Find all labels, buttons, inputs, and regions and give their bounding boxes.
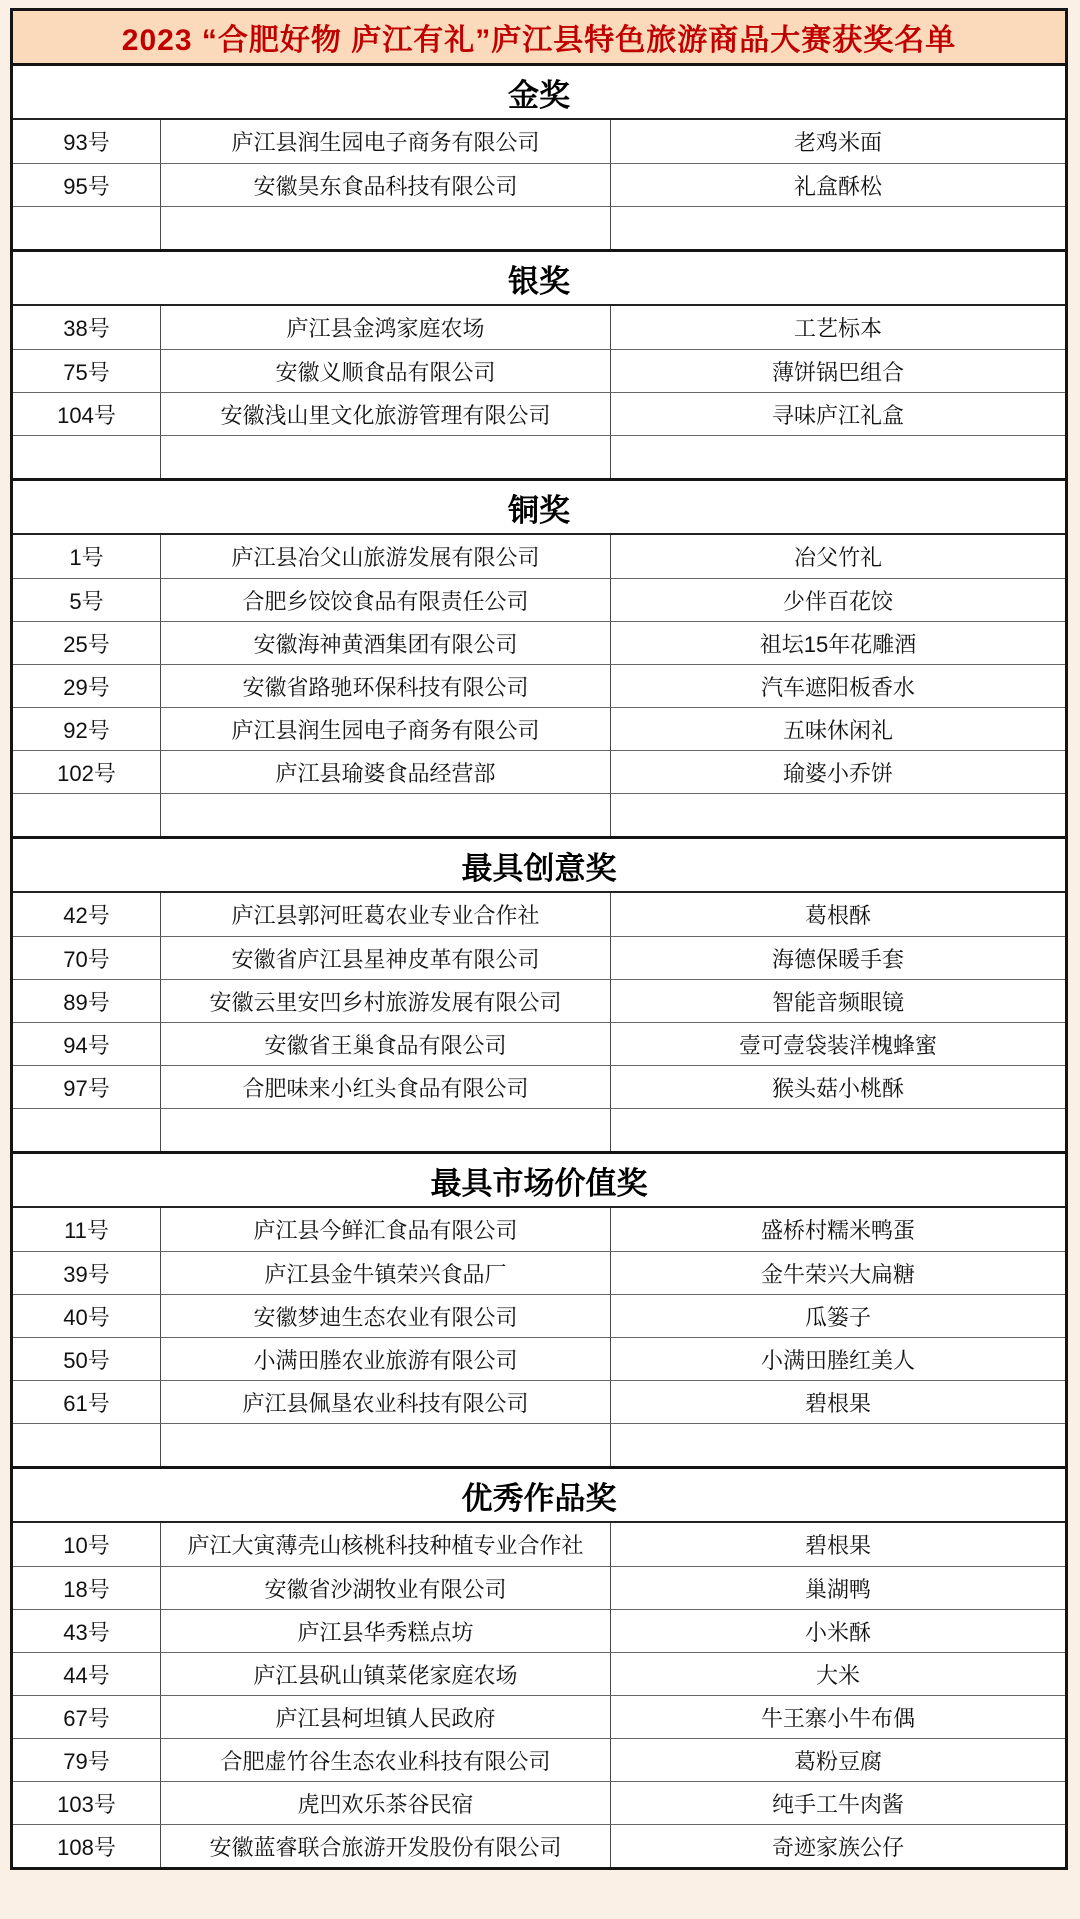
- company-cell: 合肥虚竹谷生态农业科技有限公司: [160, 1739, 610, 1781]
- company-cell: 合肥味来小红头食品有限公司: [160, 1066, 610, 1108]
- section-title: 最具市场价值奖: [430, 1165, 648, 1201]
- table-row: [13, 1337, 1065, 1380]
- company-cell: 庐江县华秀糕点坊: [160, 1610, 610, 1652]
- entry-number-cell: 97号: [63, 1075, 110, 1101]
- section-header: [13, 1469, 1065, 1523]
- award-section: [13, 478, 1065, 836]
- entry-number-cell: 50号: [63, 1347, 110, 1373]
- table-row: [13, 1781, 1065, 1824]
- company-cell: 庐江县佩垦农业科技有限公司: [160, 1381, 610, 1423]
- entry-number-cell: 79号: [63, 1748, 110, 1774]
- product-cell: 五味休闲礼: [610, 708, 1065, 750]
- product-cell: 小满田塍红美人: [610, 1338, 1065, 1380]
- company-cell: 安徽蓝睿联合旅游开发股份有限公司: [160, 1825, 610, 1867]
- product-cell: 盛桥村糯米鸭蛋: [610, 1208, 1065, 1251]
- company-cell: 庐江县瑜婆食品经营部: [160, 751, 610, 793]
- product-cell: [610, 1424, 1065, 1466]
- product-cell: 碧根果: [610, 1523, 1065, 1566]
- product-cell: 葛根酥: [610, 893, 1065, 936]
- company-cell: 安徽省庐江县星神皮革有限公司: [160, 937, 610, 979]
- empty-row: [13, 1423, 1065, 1466]
- entry-number-cell: 103号: [57, 1791, 116, 1817]
- entry-number-cell: 11号: [64, 1218, 109, 1243]
- entry-number-cell: [13, 1424, 160, 1466]
- product-cell: 牛王寨小牛布偶: [610, 1696, 1065, 1738]
- product-cell: 葛粉豆腐: [610, 1739, 1065, 1781]
- company-cell: [160, 207, 610, 249]
- product-cell: 智能音频眼镜: [610, 980, 1065, 1022]
- table-title-bar: [13, 11, 1065, 63]
- entry-number-cell: 1号: [69, 545, 104, 570]
- table-row: [13, 306, 1065, 349]
- entry-number-cell: 61号: [63, 1390, 110, 1416]
- table-row: [13, 1695, 1065, 1738]
- company-cell: 安徽浅山里文化旅游管理有限公司: [160, 393, 610, 435]
- entry-number-cell: [13, 207, 160, 249]
- empty-row: [13, 1108, 1065, 1151]
- entry-number-cell: 25号: [63, 631, 110, 657]
- section-header: [13, 66, 1065, 120]
- table-row: [13, 120, 1065, 163]
- entry-number-cell: 93号: [63, 130, 110, 155]
- company-cell: 安徽省沙湖牧业有限公司: [160, 1567, 610, 1609]
- section-rows: [13, 306, 1065, 478]
- company-cell: 虎凹欢乐茶谷民宿: [160, 1782, 610, 1824]
- award-section: [13, 63, 1065, 249]
- product-cell: [610, 207, 1065, 249]
- section-rows: [13, 1208, 1065, 1466]
- entry-number-cell: 18号: [63, 1576, 110, 1602]
- award-section: [13, 1466, 1065, 1867]
- entry-number-cell: 104号: [57, 402, 116, 428]
- company-cell: 安徽云里安凹乡村旅游发展有限公司: [160, 980, 610, 1022]
- product-cell: 大米: [610, 1653, 1065, 1695]
- product-cell: 壹可壹袋装洋槐蜂蜜: [610, 1023, 1065, 1065]
- entry-number-cell: 67号: [63, 1705, 110, 1731]
- product-cell: 瓜篓子: [610, 1295, 1065, 1337]
- company-cell: 合肥乡饺饺食品有限责任公司: [160, 579, 610, 621]
- empty-row: [13, 435, 1065, 478]
- section-rows: [13, 535, 1065, 836]
- company-cell: 安徽梦迪生态农业有限公司: [160, 1295, 610, 1337]
- table-row: [13, 664, 1065, 707]
- company-cell: [160, 1109, 610, 1151]
- product-cell: [610, 794, 1065, 836]
- product-cell: 瑜婆小乔饼: [610, 751, 1065, 793]
- section-title: 金奖: [508, 77, 570, 113]
- entry-number-cell: 10号: [63, 1533, 110, 1558]
- table-row: [13, 1208, 1065, 1251]
- company-cell: 庐江县冶父山旅游发展有限公司: [160, 535, 610, 578]
- entry-number-cell: 92号: [63, 717, 110, 743]
- product-cell: 碧根果: [610, 1381, 1065, 1423]
- entry-number-cell: 75号: [63, 359, 110, 385]
- company-cell: 庐江县金牛镇荣兴食品厂: [160, 1252, 610, 1294]
- company-cell: 安徽省王巢食品有限公司: [160, 1023, 610, 1065]
- empty-row: [13, 793, 1065, 836]
- table-row: [13, 707, 1065, 750]
- entry-number-cell: [13, 1109, 160, 1151]
- table-title-text: 2023 “合肥好物 庐江有礼”庐江县特色旅游商品大赛获奖名单: [121, 24, 957, 57]
- table-row: [13, 621, 1065, 664]
- section-rows: [13, 120, 1065, 249]
- entry-number-cell: 42号: [63, 903, 110, 928]
- award-section: [13, 1151, 1065, 1466]
- product-cell: 祖坛15年花雕酒: [610, 622, 1065, 664]
- entry-number-cell: 70号: [63, 946, 110, 972]
- table-row: [13, 1566, 1065, 1609]
- entry-number-cell: 29号: [63, 674, 110, 700]
- product-cell: 工艺标本: [610, 306, 1065, 349]
- company-cell: 庐江县郭河旺葛农业专业合作社: [160, 893, 610, 936]
- table-row: [13, 1652, 1065, 1695]
- table-row: [13, 1609, 1065, 1652]
- sections-container: [13, 63, 1065, 1867]
- awards-table: [10, 8, 1068, 1870]
- company-cell: [160, 1424, 610, 1466]
- section-header: [13, 481, 1065, 535]
- product-cell: 冶父竹礼: [610, 535, 1065, 578]
- product-cell: 寻味庐江礼盒: [610, 393, 1065, 435]
- company-cell: 庐江县润生园电子商务有限公司: [160, 708, 610, 750]
- entry-number-cell: 89号: [63, 989, 110, 1015]
- product-cell: 巢湖鸭: [610, 1567, 1065, 1609]
- company-cell: 安徽省路驰环保科技有限公司: [160, 665, 610, 707]
- table-row: [13, 936, 1065, 979]
- empty-row: [13, 206, 1065, 249]
- entry-number-cell: [13, 794, 160, 836]
- entry-number-cell: 39号: [63, 1261, 110, 1287]
- section-header: [13, 1154, 1065, 1208]
- product-cell: 金牛荣兴大扁糖: [610, 1252, 1065, 1294]
- company-cell: 庐江县今鲜汇食品有限公司: [160, 1208, 610, 1251]
- entry-number-cell: 95号: [63, 173, 110, 199]
- company-cell: 庐江县柯坦镇人民政府: [160, 1696, 610, 1738]
- product-cell: 海德保暖手套: [610, 937, 1065, 979]
- company-cell: 小满田塍农业旅游有限公司: [160, 1338, 610, 1380]
- entry-number-cell: 38号: [63, 316, 110, 341]
- product-cell: 汽车遮阳板香水: [610, 665, 1065, 707]
- table-row: [13, 1824, 1065, 1867]
- product-cell: 少伴百花饺: [610, 579, 1065, 621]
- product-cell: 薄饼锅巴组合: [610, 350, 1065, 392]
- company-cell: 安徽昊东食品科技有限公司: [160, 164, 610, 206]
- product-cell: [610, 1109, 1065, 1151]
- company-cell: 庐江县润生园电子商务有限公司: [160, 120, 610, 163]
- section-title: 银奖: [508, 263, 570, 299]
- section-header: [13, 839, 1065, 893]
- section-title: 优秀作品奖: [461, 1480, 617, 1516]
- section-title: 铜奖: [508, 492, 570, 528]
- award-section: [13, 836, 1065, 1151]
- table-row: [13, 1065, 1065, 1108]
- table-row: [13, 1523, 1065, 1566]
- entry-number-cell: 40号: [63, 1304, 110, 1330]
- table-row: [13, 893, 1065, 936]
- section-header: [13, 252, 1065, 306]
- product-cell: 老鸡米面: [610, 120, 1065, 163]
- entry-number-cell: 44号: [63, 1662, 110, 1688]
- product-cell: 猴头菇小桃酥: [610, 1066, 1065, 1108]
- product-cell: 奇迹家族公仔: [610, 1825, 1065, 1867]
- product-cell: 纯手工牛肉酱: [610, 1782, 1065, 1824]
- company-cell: 安徽义顺食品有限公司: [160, 350, 610, 392]
- company-cell: 庐江县矾山镇菜佬家庭农场: [160, 1653, 610, 1695]
- entry-number-cell: 108号: [57, 1834, 116, 1860]
- table-row: [13, 163, 1065, 206]
- section-rows: [13, 893, 1065, 1151]
- product-cell: [610, 436, 1065, 478]
- table-row: [13, 1022, 1065, 1065]
- product-cell: 礼盒酥松: [610, 164, 1065, 206]
- table-row: [13, 535, 1065, 578]
- company-cell: 庐江大寅薄壳山核桃科技种植专业合作社: [160, 1523, 610, 1566]
- table-row: [13, 1251, 1065, 1294]
- table-row: [13, 1738, 1065, 1781]
- entry-number-cell: 94号: [63, 1032, 110, 1058]
- company-cell: 庐江县金鸿家庭农场: [160, 306, 610, 349]
- table-row: [13, 392, 1065, 435]
- table-row: [13, 578, 1065, 621]
- company-cell: 安徽海神黄酒集团有限公司: [160, 622, 610, 664]
- table-row: [13, 1380, 1065, 1423]
- product-cell: 小米酥: [610, 1610, 1065, 1652]
- table-row: [13, 1294, 1065, 1337]
- section-rows: [13, 1523, 1065, 1867]
- entry-number-cell: 43号: [63, 1619, 110, 1645]
- award-section: [13, 249, 1065, 478]
- company-cell: [160, 794, 610, 836]
- table-row: [13, 349, 1065, 392]
- entry-number-cell: [13, 436, 160, 478]
- entry-number-cell: 102号: [57, 760, 116, 786]
- table-row: [13, 750, 1065, 793]
- entry-number-cell: 5号: [69, 588, 104, 614]
- table-row: [13, 979, 1065, 1022]
- company-cell: [160, 436, 610, 478]
- section-title: 最具创意奖: [461, 850, 617, 886]
